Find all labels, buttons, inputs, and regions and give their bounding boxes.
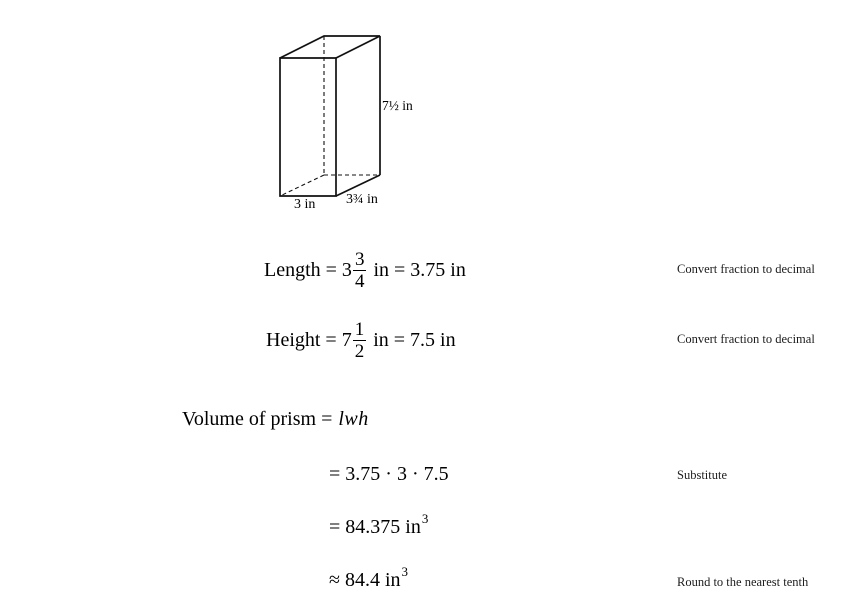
length-equation-suffix: in = 3.75 in xyxy=(368,259,466,281)
rounded-equation xyxy=(329,563,409,592)
prism-hidden-edges xyxy=(280,36,380,196)
result-equation xyxy=(329,510,429,539)
height-equation-suffix: in = 7.5 in xyxy=(368,329,456,351)
length-equation xyxy=(264,246,466,294)
length-equation-prefix: Length = 3 xyxy=(264,259,352,281)
result-exponent: 3 xyxy=(421,510,429,526)
height-fraction xyxy=(353,319,367,362)
prism-visible-edges xyxy=(280,36,380,196)
prism-drawing xyxy=(270,25,392,207)
height-equation-prefix: Height = 7 xyxy=(266,329,352,351)
height-fraction-denominator: 2 xyxy=(354,340,365,362)
height-fraction-numerator: 1 xyxy=(354,318,365,340)
rounded-equation-text: ≈ 84.4 in xyxy=(329,569,401,591)
length-note: Convert fraction to decimal xyxy=(677,262,815,276)
substitute-equation-text: = 3.75 · 3 · 7.5 xyxy=(329,463,449,485)
prism-top-face xyxy=(280,36,380,58)
prism-width-label: 3 in xyxy=(294,197,316,212)
length-fraction-denominator: 4 xyxy=(354,270,365,292)
substitute-equation xyxy=(329,462,449,486)
volume-formula-lhs: Volume of prism = xyxy=(182,408,333,430)
length-fraction xyxy=(353,249,367,292)
prism-height-label: 7½ in xyxy=(382,98,413,113)
length-fraction-numerator: 3 xyxy=(354,248,365,270)
rounded-note: Round to the nearest tenth xyxy=(677,575,809,589)
volume-formula-equation xyxy=(182,407,369,431)
rounded-exponent: 3 xyxy=(401,563,409,579)
prism-bottom-left-edge xyxy=(280,175,324,196)
substitute-note: Substitute xyxy=(677,468,728,482)
height-note: Convert fraction to decimal xyxy=(677,332,815,346)
volume-formula-lwh: lwh xyxy=(338,408,369,430)
height-equation xyxy=(266,316,456,364)
prism-depth-label: 3¾ in xyxy=(346,192,378,207)
result-equation-text: = 84.375 in xyxy=(329,516,421,538)
prism-figure xyxy=(0,0,866,230)
